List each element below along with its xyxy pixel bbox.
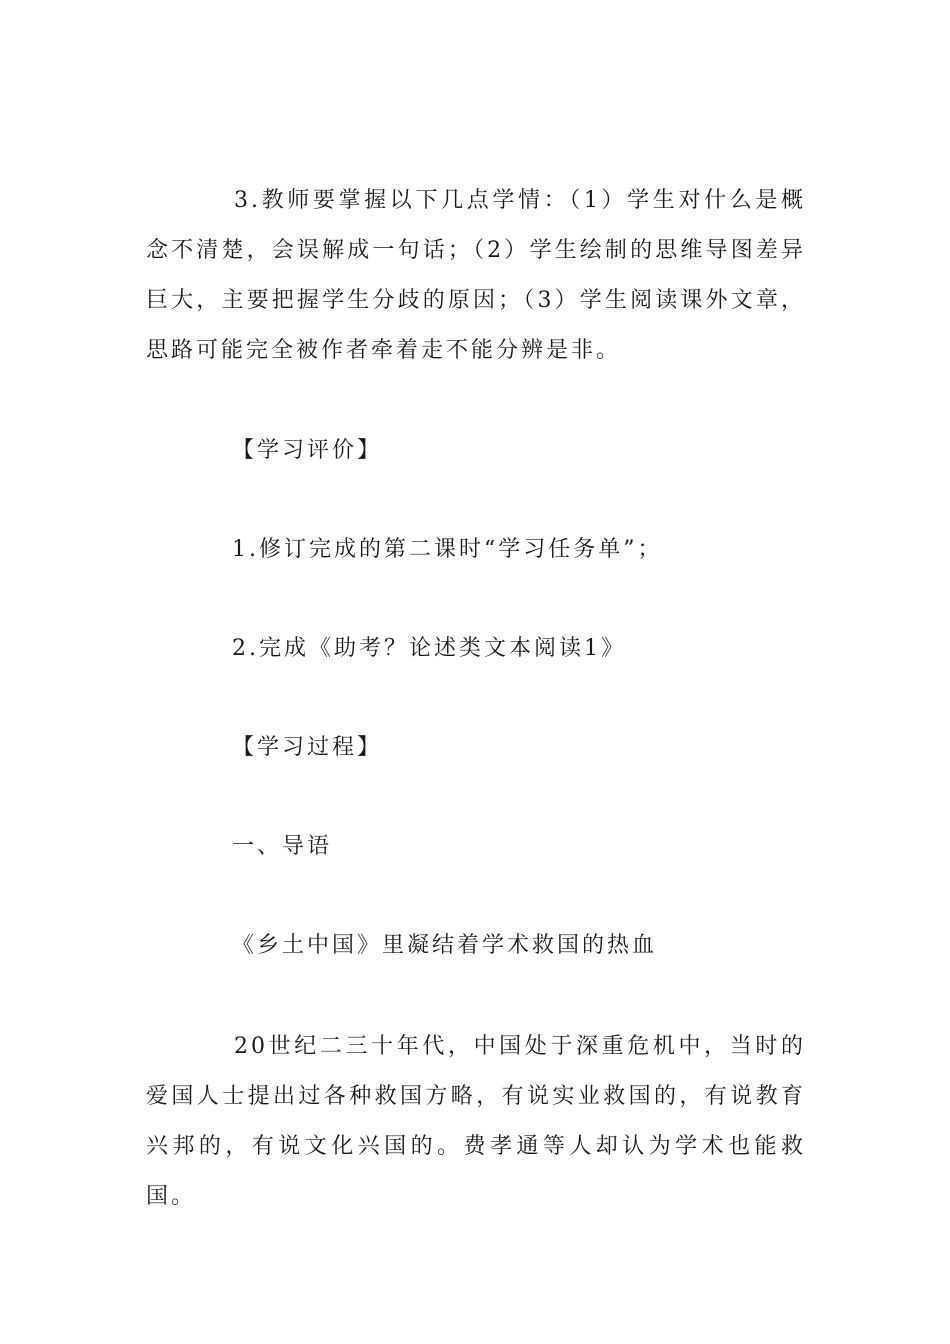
paragraph-learning-situation: 3.教师要掌握以下几点学情：（1）学生对什么是概念不清楚，会误解成一句话；（2）学生绘制的思维导图差异巨大，主要把握学生分歧的原因；（3）学生阅读课外文章，思路可能完全被作者牵着走不能分辨是非。 — [146, 188, 806, 363]
evaluation-item-2: 2.完成《助考？论述类文本阅读1》 — [232, 636, 626, 661]
article-subtitle: 《乡土中国》里凝结着学术救国的热血 — [232, 933, 658, 958]
paragraph-historical-context: 20世纪二三十年代，中国处于深重危机中，当时的爱国人士提出过各种救国方略，有说实业救国的，有说教育兴邦的，有说文化兴国的。费孝通等人却认为学术也能救国。 — [146, 1034, 806, 1209]
heading-learning-process: 【学习过程】 — [232, 735, 383, 760]
evaluation-item-1: 1.修订完成的第二课时“学习任务单”； — [232, 537, 663, 562]
heading-learning-evaluation: 【学习评价】 — [232, 438, 383, 463]
section-heading-introduction: 一、导语 — [232, 834, 333, 859]
